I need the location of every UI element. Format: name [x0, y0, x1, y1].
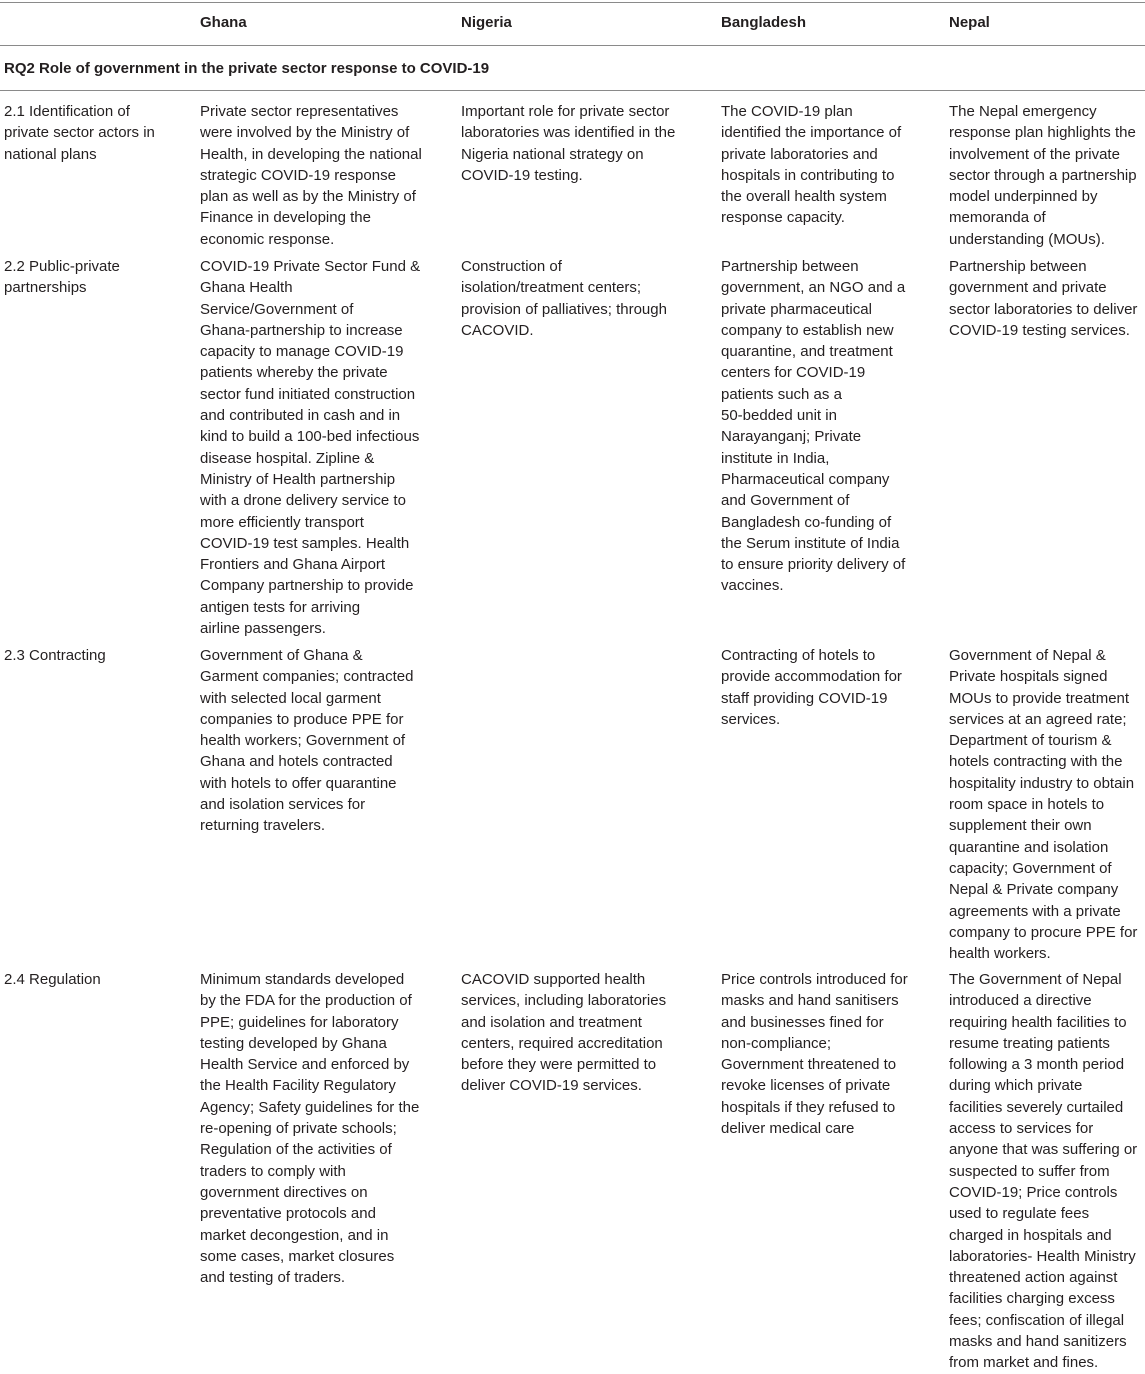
- cell-nepal: The Nepal emergency response plan highlights the involvement of the private sector through a partnership model underpinned by memoranda of understanding (MOUs).: [949, 103, 1137, 248]
- cell-bangladesh: The COVID-19 plan identified the importance of private laboratories and hospitals in contributing to the overall health system response capacity.: [721, 103, 902, 227]
- cell-nepal: Partnership between government and private sector laboratories to deliver COVID-19 testing services.: [949, 258, 1138, 339]
- row-label: 2.2 Public-private partnerships: [4, 258, 120, 297]
- cell-ghana: Private sector representatives were involved by the Ministry of Health, in developing the national strategic COVID-19 response plan as well as by the Ministry of Finance in developing the economic response.: [200, 103, 422, 248]
- section-rule: [0, 90, 1145, 91]
- cell-nepal: The Government of Nepal introduced a directive requiring health facilities to resume treating patients following a 3 month period during which private facilities severely curtailed access to services for anyone that was suffering or suspected to suffer from COVID-19; Price controls used to regulate fees charged in hospitals and laboratories- Health Ministry threatened action against facilities charging excess fees; confiscation of illegal masks and hand sanitizers from market and fines.: [949, 971, 1138, 1372]
- cell-nigeria: Important role for private sector laboratories was identified in the Nigeria national strategy on COVID-19 testing.: [461, 103, 676, 184]
- row-label: 2.3 Contracting: [4, 647, 106, 664]
- header-rule: [0, 45, 1145, 46]
- cell-nepal: Government of Nepal & Private hospitals signed MOUs to provide treatment services at an agreed rate; Department of tourism & hotels contracting with the hospitality industry to obtain room space in hotels to supplement their own quarantine and isolation capacity; Government of Nepal & Private company agreements with a private company to procure PPE for health workers.: [949, 647, 1138, 963]
- cell-ghana: Minimum standards developed by the FDA for the production of PPE; guidelines for laboratory testing developed by Ghana Health Service and enforced by the Health Facility Regulatory Agency; Safety guidelines for the re-opening of private schools; Regulation of the activities of traders to comply with government directives on preventative protocols and market decongestion, and in some cases, market closures and testing of traders.: [200, 971, 420, 1287]
- cell-bangladesh: Partnership between government, an NGO and a private pharmaceutical company to establish new quarantine, and treatment centers for COVID-19 patients such as a 50-bedded unit in Narayanganj; Private institute in India, Pharmaceutical company and Government of Bangladesh co-funding of the Serum institute of India to ensure priority delivery of vaccines.: [721, 258, 906, 595]
- header-ghana: Ghana: [200, 14, 247, 31]
- cell-nigeria: CACOVID supported health services, including laboratories and isolation and treatment centers, required accreditation before they were permitted to deliver COVID-19 services.: [461, 971, 667, 1095]
- row-label: 2.1 Identification of private sector actors in national plans: [4, 103, 155, 163]
- header-nepal: Nepal: [949, 14, 990, 31]
- cell-bangladesh: Price controls introduced for masks and hand sanitisers and businesses fined for non-compliance; Government threatened to revoke licenses of private hospitals if they refused to deliver medical care: [721, 971, 908, 1138]
- cell-nigeria: Construction of isolation/treatment centers; provision of palliatives; through CACOVID.: [461, 258, 667, 339]
- header-bangladesh: Bangladesh: [721, 14, 807, 31]
- cell-ghana: Government of Ghana & Garment companies; contracted with selected local garment companies to produce PPE for health workers; Government of Ghana and hotels contracted with hotels to offer quarantine and isolation services for returning travelers.: [200, 647, 414, 835]
- table-top-rule: [0, 2, 1145, 3]
- section-title: RQ2 Role of government in the private sector response to COVID-19: [4, 60, 490, 77]
- row-label: 2.4 Regulation: [4, 971, 101, 988]
- cell-ghana: COVID-19 Private Sector Fund & Ghana Health Service/Government of Ghana-partnership to increase capacity to manage COVID-19 patients whereby the private sector fund initiated construction and contributed in cash and in kind to build a 100-bed infectious disease hospital. Zipline & Ministry of Health partnership with a drone delivery service to more efficiently transport COVID-19 test samples. Health Frontiers and Ghana Airport Company partnership to provide antigen tests for arriving airline passengers.: [200, 258, 421, 638]
- header-nigeria: Nigeria: [461, 14, 512, 31]
- cell-bangladesh: Contracting of hotels to provide accommodation for staff providing COVID-19 services.: [721, 647, 902, 728]
